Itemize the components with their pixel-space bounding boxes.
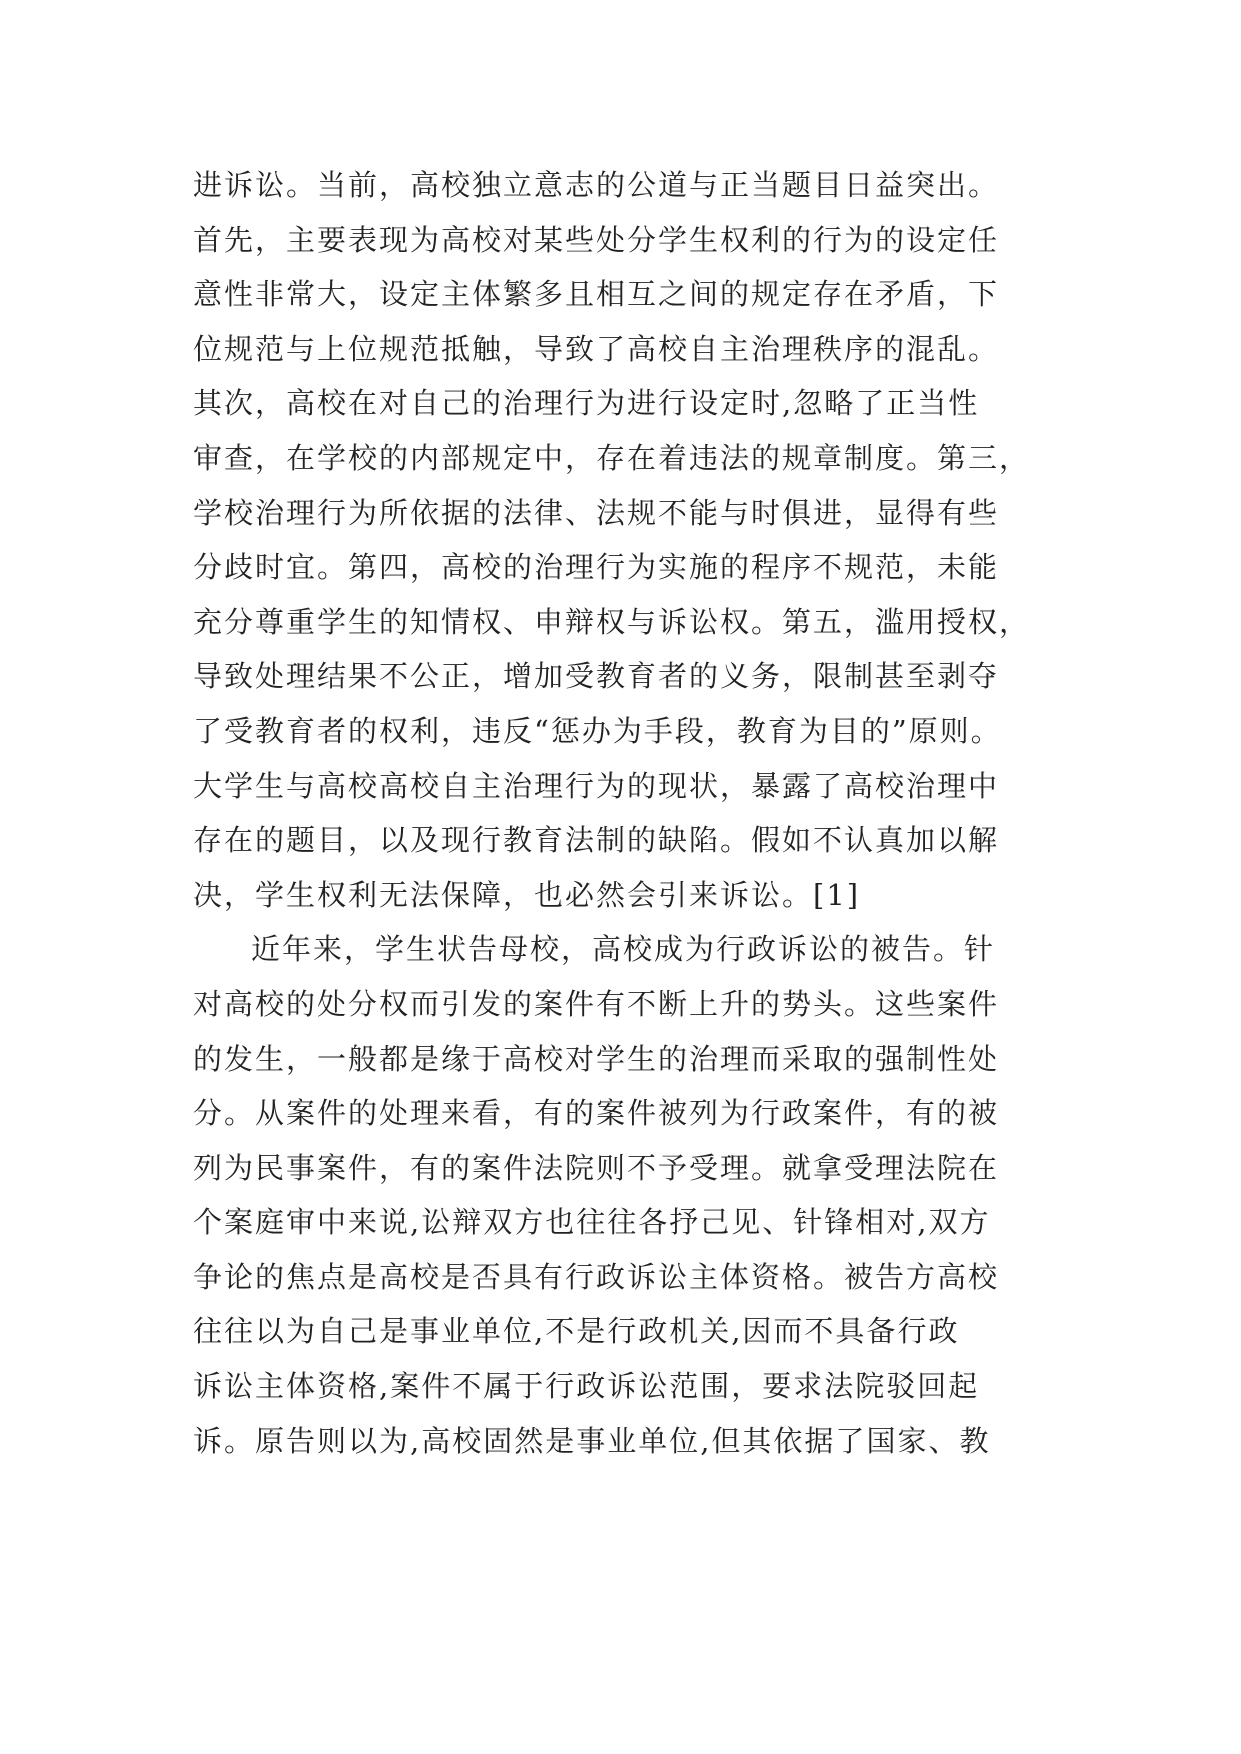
text-line: 列为民事案件，有的案件法院则不予受理。就拿受理法院在 (193, 1150, 1000, 1185)
text-line: 导致处理结果不公正，增加受教育者的义务，限制甚至剥夺 (193, 659, 1000, 694)
text-line: 诉。原告则以为,高校固然是事业单位,但其依据了国家、教 (193, 1423, 991, 1458)
text-line: 存在的题目，以及现行教育法制的缺陷。假如不认真加以解 (193, 823, 1000, 858)
text-line: 争论的焦点是高校是否具有行政诉讼主体资格。被告方高校 (193, 1259, 1000, 1294)
text-line: 进诉讼。当前，高校独立意志的公道与正当题目日益突出。 (193, 168, 1000, 202)
text-line: 往往以为自己是事业单位,不是行政机关,因而不具备行政 (193, 1314, 960, 1349)
text-line: 学校治理行为所依据的法律、法规不能与时俱进，显得有些 (193, 495, 1000, 530)
text-line: 个案庭审中来说,讼辩双方也往往各抒己见、针锋相对,双方 (193, 1205, 991, 1240)
text-line: 首先，主要表现为高校对某些处分学生权利的行为的设定任 (193, 222, 1000, 257)
text-line: 分。从案件的处理来看，有的案件被列为行政案件，有的被 (193, 1096, 1000, 1131)
body-text (193, 158, 1073, 1468)
text-line: 决，学生权利无法保障，也必然会引来诉讼。[1] (193, 877, 861, 912)
text-line: 了受教育者的权利，违反“惩办为手段，教育为目的”原则。 (193, 713, 1002, 748)
text-line: 位规范与上位规范抵触，导致了高校自主治理秩序的混乱。 (193, 331, 1000, 366)
text-line: 审查，在学校的内部规定中，存在着违法的规章制度。第三， (193, 440, 1031, 475)
text-line: 意性非常大，设定主体繁多且相互之间的规定存在矛盾，下 (193, 277, 1000, 312)
paragraph-start-line: 近年来，学生状告母校，高校成为行政诉讼的被告。针 (251, 932, 996, 967)
text-line: 充分尊重学生的知情权、申辩权与诉讼权。第五，滥用授权， (193, 604, 1031, 639)
text-line: 诉讼主体资格,案件不属于行政诉讼范围，要求法院驳回起 (193, 1369, 980, 1404)
text-line: 其次，高校在对自己的治理行为进行设定时,忽略了正当性 (193, 386, 980, 421)
text-line: 对高校的处分权而引发的案件有不断上升的势头。这些案件 (193, 986, 1000, 1021)
text-line: 分歧时宜。第四，高校的治理行为实施的程序不规范，未能 (193, 550, 1000, 585)
text-line: 大学生与高校高校自主治理行为的现状，暴露了高校治理中 (193, 768, 1000, 803)
text-line: 的发生，一般都是缘于高校对学生的治理而采取的强制性处 (193, 1041, 1000, 1076)
